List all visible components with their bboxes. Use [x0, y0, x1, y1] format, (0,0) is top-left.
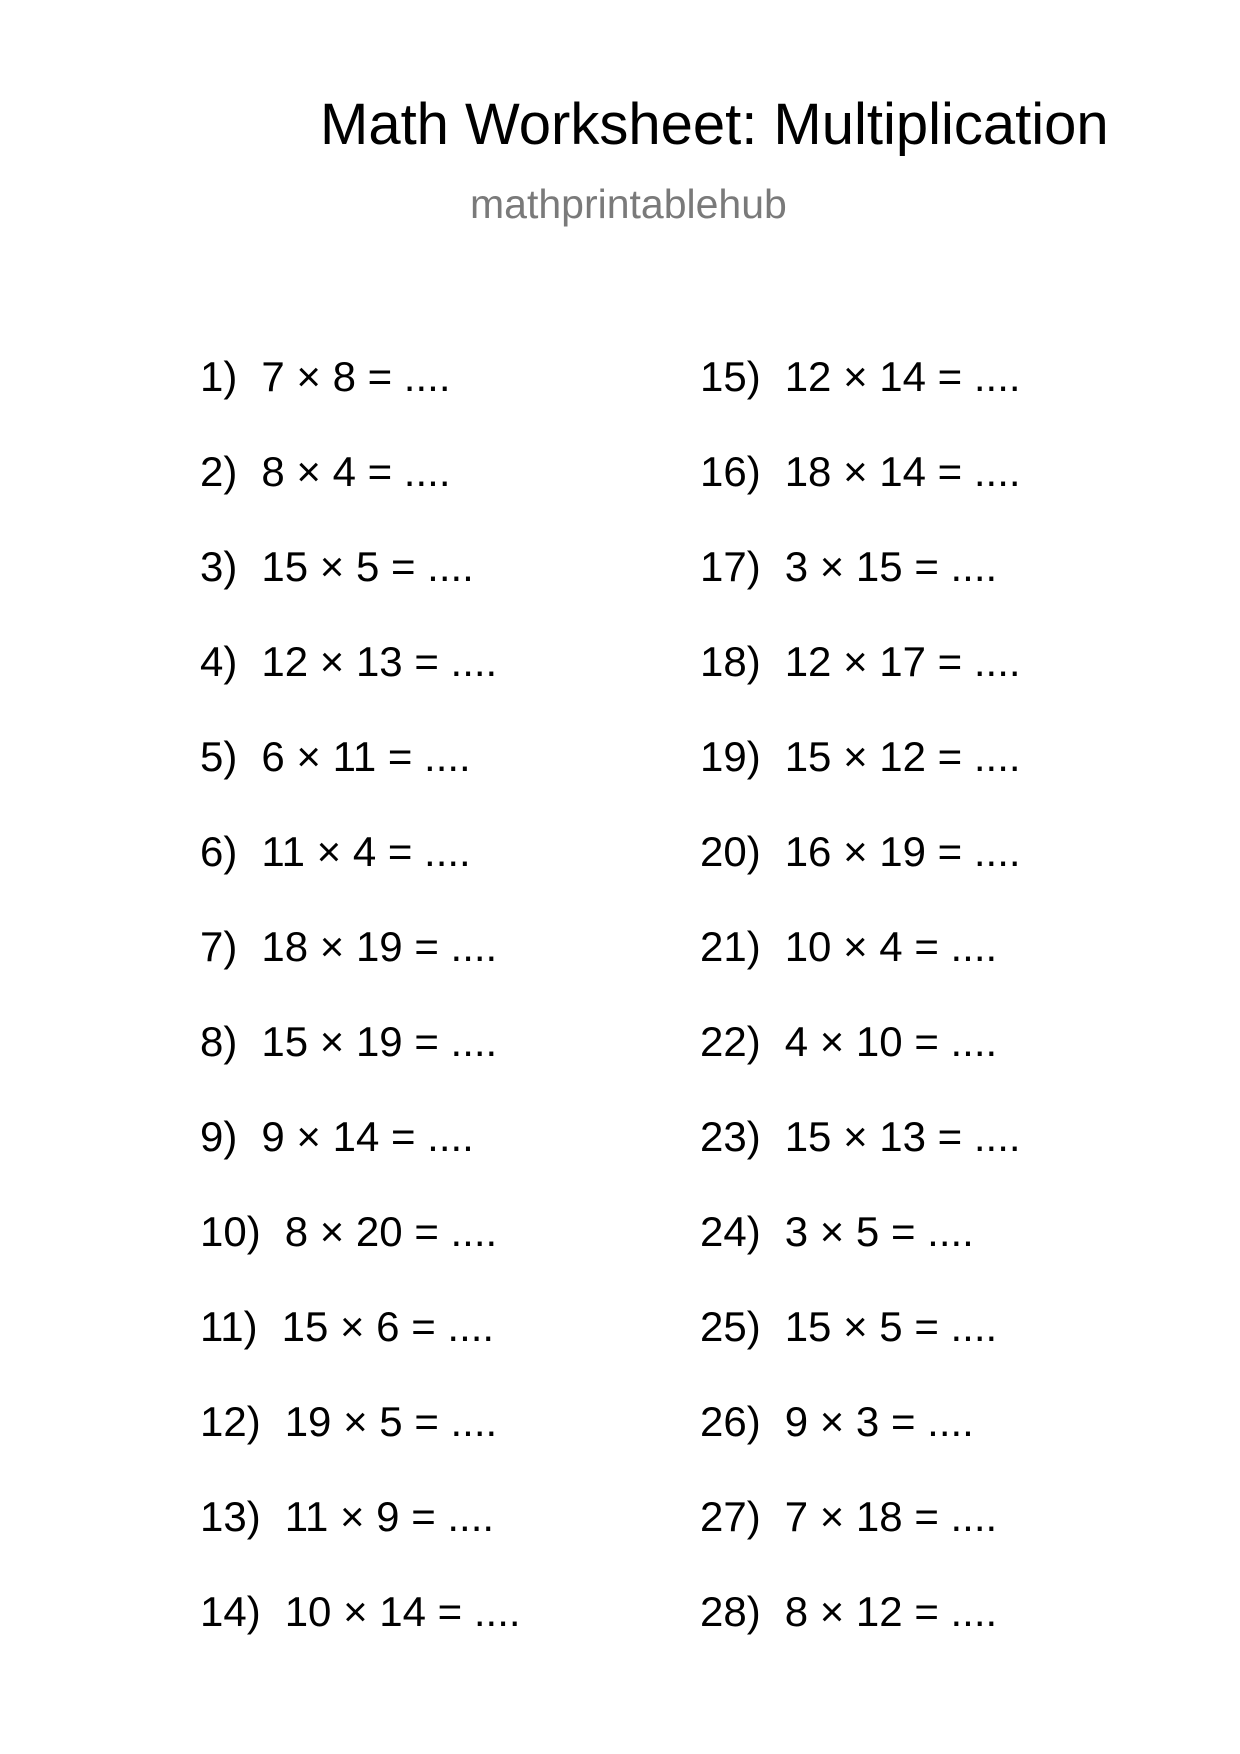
- problem-expression: 10 × 14 = ....: [284, 1588, 521, 1635]
- problem-expression: 8 × 12 = ....: [784, 1588, 998, 1635]
- problem-item: [700, 828, 1021, 926]
- problem-number: 7): [200, 923, 238, 970]
- problem-item: [700, 923, 1021, 1021]
- problem-item: [700, 638, 1021, 736]
- problem-number: 6): [200, 828, 238, 875]
- problem-item: [200, 1208, 521, 1306]
- problem-number: 12): [200, 1398, 261, 1445]
- problem-item: [700, 1588, 1021, 1686]
- problem-item: [200, 1588, 521, 1686]
- problem-number: 18): [700, 638, 761, 685]
- problem-item: [200, 828, 521, 926]
- problem-number: 20): [700, 828, 761, 875]
- problem-expression: 12 × 17 = ....: [784, 638, 1021, 685]
- problem-item: [200, 448, 521, 546]
- problem-expression: 7 × 8 = ....: [261, 353, 451, 400]
- problem-number: 8): [200, 1018, 238, 1065]
- problem-number: 2): [200, 448, 238, 495]
- problem-expression: 9 × 14 = ....: [261, 1113, 474, 1160]
- problem-item: [700, 1303, 1021, 1401]
- problem-item: [200, 638, 521, 736]
- problem-item: [200, 353, 521, 451]
- problem-item: [200, 1493, 521, 1591]
- problem-number: 23): [700, 1113, 761, 1160]
- problem-item: [200, 1113, 521, 1211]
- problem-expression: 16 × 19 = ....: [784, 828, 1021, 875]
- problem-number: 3): [200, 543, 238, 590]
- problem-expression: 11 × 9 = ....: [284, 1493, 495, 1540]
- problem-item: [700, 1398, 1021, 1496]
- problem-number: 1): [200, 353, 238, 400]
- problem-expression: 3 × 15 = ....: [784, 543, 998, 590]
- problem-expression: 15 × 19 = ....: [261, 1018, 498, 1065]
- problem-item: [200, 1303, 521, 1401]
- problem-number: 15): [700, 353, 761, 400]
- problem-expression: 15 × 13 = ....: [784, 1113, 1021, 1160]
- problem-expression: 11 × 4 = ....: [261, 828, 471, 875]
- problem-expression: 12 × 14 = ....: [784, 353, 1021, 400]
- problem-number: 9): [200, 1113, 238, 1160]
- problem-column-right: [700, 353, 1021, 1686]
- problem-expression: 6 × 11 = ....: [261, 733, 471, 780]
- problem-item: [700, 448, 1021, 546]
- problem-item: [200, 1018, 521, 1116]
- problem-item: [700, 1018, 1021, 1116]
- problem-expression: 10 × 4 = ....: [784, 923, 998, 970]
- problem-number: 24): [700, 1208, 761, 1255]
- problem-expression: 18 × 14 = ....: [784, 448, 1021, 495]
- problem-number: 28): [700, 1588, 761, 1635]
- problem-number: 13): [200, 1493, 261, 1540]
- problem-number: 26): [700, 1398, 761, 1445]
- worksheet-title: Math Worksheet: Multiplication: [320, 92, 1109, 157]
- problem-number: 10): [200, 1208, 261, 1255]
- problem-expression: 18 × 19 = ....: [261, 923, 498, 970]
- problem-column-left: [200, 353, 521, 1686]
- problem-item: [700, 353, 1021, 451]
- problem-expression: 9 × 3 = ....: [784, 1398, 974, 1445]
- problem-expression: 7 × 18 = ....: [784, 1493, 998, 1540]
- problem-number: 17): [700, 543, 761, 590]
- problem-number: 11): [200, 1303, 258, 1350]
- problem-list: [0, 353, 1240, 1676]
- problem-expression: 19 × 5 = ....: [284, 1398, 498, 1445]
- problem-item: [700, 1208, 1021, 1306]
- problem-number: 4): [200, 638, 238, 685]
- problem-item: [700, 1113, 1021, 1211]
- problem-item: [700, 1493, 1021, 1591]
- problem-item: [200, 543, 521, 641]
- problem-item: [700, 733, 1021, 831]
- problem-expression: 15 × 6 = ....: [281, 1303, 495, 1350]
- problem-number: 16): [700, 448, 761, 495]
- problem-expression: 8 × 20 = ....: [284, 1208, 498, 1255]
- problem-number: 19): [700, 733, 761, 780]
- problem-number: 27): [700, 1493, 761, 1540]
- problem-item: [200, 1398, 521, 1496]
- problem-number: 25): [700, 1303, 761, 1350]
- problem-expression: 15 × 12 = ....: [784, 733, 1021, 780]
- problem-expression: 15 × 5 = ....: [784, 1303, 998, 1350]
- problem-number: 14): [200, 1588, 261, 1635]
- problem-expression: 8 × 4 = ....: [261, 448, 451, 495]
- problem-item: [200, 923, 521, 1021]
- problem-number: 22): [700, 1018, 761, 1065]
- worksheet-subtitle: mathprintablehub: [470, 181, 787, 227]
- problem-number: 21): [700, 923, 761, 970]
- problem-number: 5): [200, 733, 238, 780]
- problem-expression: 4 × 10 = ....: [784, 1018, 998, 1065]
- problem-expression: 3 × 5 = ....: [784, 1208, 974, 1255]
- problem-item: [200, 733, 521, 831]
- problem-expression: 15 × 5 = ....: [261, 543, 474, 590]
- problem-item: [700, 543, 1021, 641]
- problem-expression: 12 × 13 = ....: [261, 638, 498, 685]
